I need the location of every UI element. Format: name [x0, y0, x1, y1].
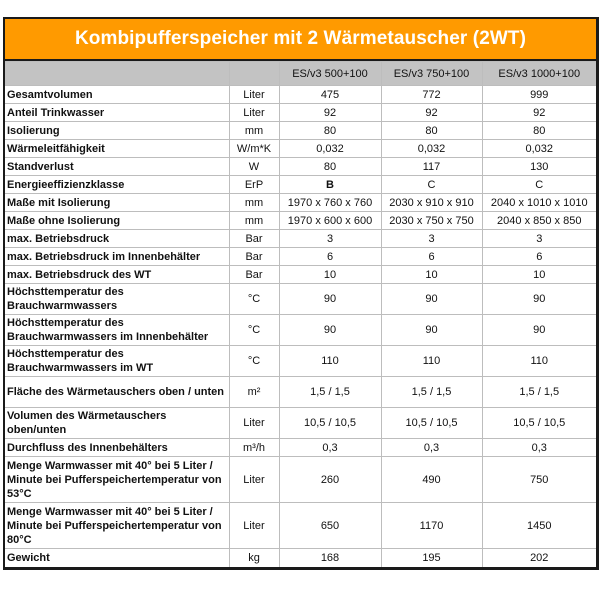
row-label: Volumen des Wärmetauschers oben/unten [5, 408, 229, 439]
cell-value: 475 [279, 86, 381, 104]
cell-value: 6 [279, 248, 381, 266]
row-label: Fläche des Wärmetauschers oben / unten [5, 377, 229, 408]
energy-class-badge: C [482, 176, 596, 194]
cell-value: 6 [482, 248, 596, 266]
row-label: Höchsttemperatur des Brauchwarmwassers im Innenbehälter [5, 315, 229, 346]
row-unit: °C [229, 315, 279, 346]
row-label: Menge Warmwasser mit 40° bei 5 Liter / Minute bei Pufferspeichertemperatur von 53°C [5, 457, 229, 503]
cell-value: 750 [482, 457, 596, 503]
table-row [5, 315, 596, 346]
row-label: Höchsttemperatur des Brauchwarmwassers im WT [5, 346, 229, 377]
row-label: Durchfluss des Innenbehälters [5, 439, 229, 457]
cell-value: 110 [482, 346, 596, 377]
table-row [5, 86, 596, 104]
cell-value: 772 [381, 86, 482, 104]
cell-value: 168 [279, 549, 381, 567]
table-row [5, 377, 596, 408]
table-row [5, 104, 596, 122]
cell-value: 92 [482, 104, 596, 122]
cell-value: 110 [381, 346, 482, 377]
row-label: Anteil Trinkwasser [5, 104, 229, 122]
cell-value: 1,5 / 1,5 [482, 377, 596, 408]
cell-value: 3 [381, 230, 482, 248]
cell-value: 650 [279, 503, 381, 549]
row-unit: mm [229, 212, 279, 230]
cell-value: 10 [381, 266, 482, 284]
row-unit: W/m*K [229, 140, 279, 158]
row-label: Standverlust [5, 158, 229, 176]
cell-value: 1170 [381, 503, 482, 549]
cell-value: 2040 x 1010 x 1010 [482, 194, 596, 212]
table-row [5, 158, 596, 176]
cell-value: 0,3 [482, 439, 596, 457]
energy-class-badge: B [279, 176, 381, 194]
row-unit: mm [229, 122, 279, 140]
cell-value: 92 [279, 104, 381, 122]
table-row [5, 439, 596, 457]
table-row [5, 248, 596, 266]
cell-value: 90 [381, 284, 482, 315]
header-row [5, 62, 596, 86]
cell-value: 1,5 / 1,5 [381, 377, 482, 408]
cell-value: 10 [279, 266, 381, 284]
cell-value: 0,3 [279, 439, 381, 457]
table-title: Kombipufferspeicher mit 2 Wärmetauscher (2WT) [5, 19, 596, 61]
cell-value: 490 [381, 457, 482, 503]
row-unit: °C [229, 346, 279, 377]
cell-value: 1970 x 600 x 600 [279, 212, 381, 230]
table-row [5, 549, 596, 567]
row-unit: mm [229, 194, 279, 212]
row-label: max. Betriebsdruck [5, 230, 229, 248]
cell-value: 2040 x 850 x 850 [482, 212, 596, 230]
cell-value: 90 [279, 315, 381, 346]
table-row [5, 176, 596, 194]
row-unit: Liter [229, 503, 279, 549]
table-row [5, 266, 596, 284]
cell-value: 1450 [482, 503, 596, 549]
header-unit [229, 62, 279, 86]
cell-value: 80 [279, 122, 381, 140]
table-row [5, 346, 596, 377]
cell-value: 80 [482, 122, 596, 140]
row-label: Menge Warmwasser mit 40° bei 5 Liter / Minute bei Pufferspeichertemperatur von 80°C [5, 503, 229, 549]
table-row [5, 408, 596, 439]
cell-value: 10 [482, 266, 596, 284]
row-label: Maße mit Isolierung [5, 194, 229, 212]
row-unit: ErP [229, 176, 279, 194]
header-model-1000: ES/v3 1000+100 [482, 62, 596, 86]
cell-value: 0,032 [279, 140, 381, 158]
cell-value: 0,032 [482, 140, 596, 158]
cell-value: 0,032 [381, 140, 482, 158]
table-row [5, 230, 596, 248]
row-unit: Liter [229, 104, 279, 122]
cell-value: 130 [482, 158, 596, 176]
table-row [5, 194, 596, 212]
row-label: Maße ohne Isolierung [5, 212, 229, 230]
cell-value: 202 [482, 549, 596, 567]
table-row [5, 503, 596, 549]
header-model-750: ES/v3 750+100 [381, 62, 482, 86]
row-unit: m³/h [229, 439, 279, 457]
cell-value: 117 [381, 158, 482, 176]
cell-value: 1,5 / 1,5 [279, 377, 381, 408]
row-unit: °C [229, 284, 279, 315]
row-label: max. Betriebsdruck des WT [5, 266, 229, 284]
table-row [5, 122, 596, 140]
row-label: Wärmeleitfähigkeit [5, 140, 229, 158]
cell-value: 90 [279, 284, 381, 315]
cell-value: 80 [381, 122, 482, 140]
cell-value: 80 [279, 158, 381, 176]
cell-value: 90 [482, 284, 596, 315]
cell-value: 2030 x 910 x 910 [381, 194, 482, 212]
cell-value: 3 [482, 230, 596, 248]
cell-value: 260 [279, 457, 381, 503]
row-label: Energieeffizienzklasse [5, 176, 229, 194]
row-unit: Liter [229, 408, 279, 439]
table-row [5, 457, 596, 503]
cell-value: 10,5 / 10,5 [381, 408, 482, 439]
row-unit: Bar [229, 266, 279, 284]
cell-value: 10,5 / 10,5 [279, 408, 381, 439]
header-model-500: ES/v3 500+100 [279, 62, 381, 86]
table-row [5, 212, 596, 230]
cell-value: 195 [381, 549, 482, 567]
cell-value: 0,3 [381, 439, 482, 457]
row-label: Gewicht [5, 549, 229, 567]
cell-value: 999 [482, 86, 596, 104]
cell-value: 10,5 / 10,5 [482, 408, 596, 439]
spec-table [5, 61, 596, 567]
row-label: Isolierung [5, 122, 229, 140]
cell-value: 2030 x 750 x 750 [381, 212, 482, 230]
row-label: Höchsttemperatur des Brauchwarmwassers [5, 284, 229, 315]
cell-value: 6 [381, 248, 482, 266]
energy-class-badge: C [381, 176, 482, 194]
cell-value: 92 [381, 104, 482, 122]
header-label [5, 62, 229, 86]
row-unit: Bar [229, 230, 279, 248]
table-row [5, 284, 596, 315]
cell-value: 1970 x 760 x 760 [279, 194, 381, 212]
row-unit: W [229, 158, 279, 176]
table-row [5, 140, 596, 158]
cell-value: 90 [482, 315, 596, 346]
row-unit: kg [229, 549, 279, 567]
cell-value: 110 [279, 346, 381, 377]
spec-table-frame [3, 17, 599, 570]
cell-value: 90 [381, 315, 482, 346]
row-label: Gesamtvolumen [5, 86, 229, 104]
row-unit: m² [229, 377, 279, 408]
cell-value: 3 [279, 230, 381, 248]
row-label: max. Betriebsdruck im Innenbehälter [5, 248, 229, 266]
row-unit: Liter [229, 86, 279, 104]
row-unit: Liter [229, 457, 279, 503]
row-unit: Bar [229, 248, 279, 266]
